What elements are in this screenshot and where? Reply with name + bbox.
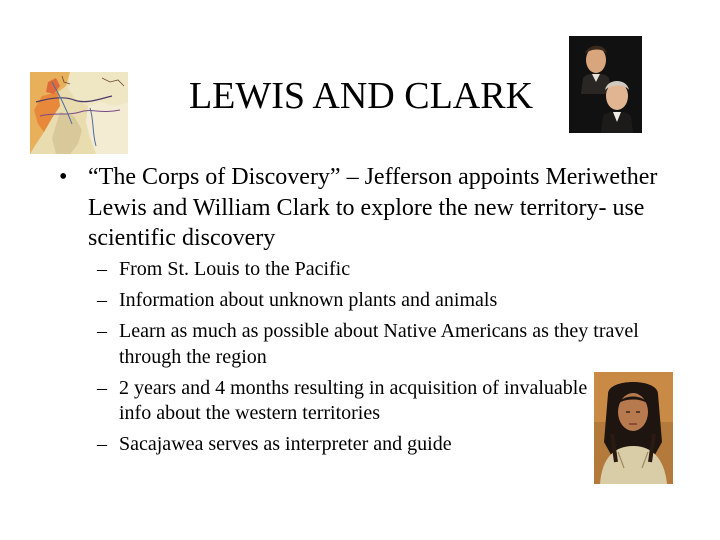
- sub-bullet-list: [97, 257, 657, 463]
- sub-bullet-marker: –: [97, 258, 107, 280]
- sub-bullet-text: Sacajawea serves as interpreter and guide: [119, 433, 452, 455]
- sub-bullet-item: [97, 319, 657, 370]
- slide-title: LEWIS AND CLARK: [188, 75, 534, 117]
- main-bullet-text: “The Corps of Discovery” – Jefferson appoints Meriwether Lewis and William Clark to explore the new territory- use scientific discovery: [88, 164, 658, 251]
- main-bullet: [59, 162, 659, 254]
- sub-bullet-marker: –: [97, 289, 107, 311]
- sub-bullet-marker: –: [97, 433, 107, 455]
- sub-bullet-item: [97, 432, 657, 458]
- sub-bullet-text: Learn as much as possible about Native Americans as they travel through the region: [119, 320, 639, 368]
- sub-bullet-item: [97, 376, 657, 427]
- sub-bullet-marker: –: [97, 320, 107, 342]
- sub-bullet-text: 2 years and 4 months resulting in acquisition of invaluable info about the western territories: [119, 376, 588, 424]
- sub-bullet-marker: –: [97, 376, 107, 399]
- sub-bullet-text: Information about unknown plants and animals: [119, 289, 498, 311]
- sub-bullet-text: From St. Louis to the Pacific: [119, 258, 351, 280]
- lewis-and-clark-portraits-image: [569, 36, 642, 133]
- sub-bullet-item: [97, 288, 657, 314]
- bullet-marker: •: [59, 164, 68, 190]
- map-image: [30, 72, 128, 154]
- sub-bullet-item: [97, 257, 657, 283]
- sacagawea-portrait-image: [594, 372, 673, 484]
